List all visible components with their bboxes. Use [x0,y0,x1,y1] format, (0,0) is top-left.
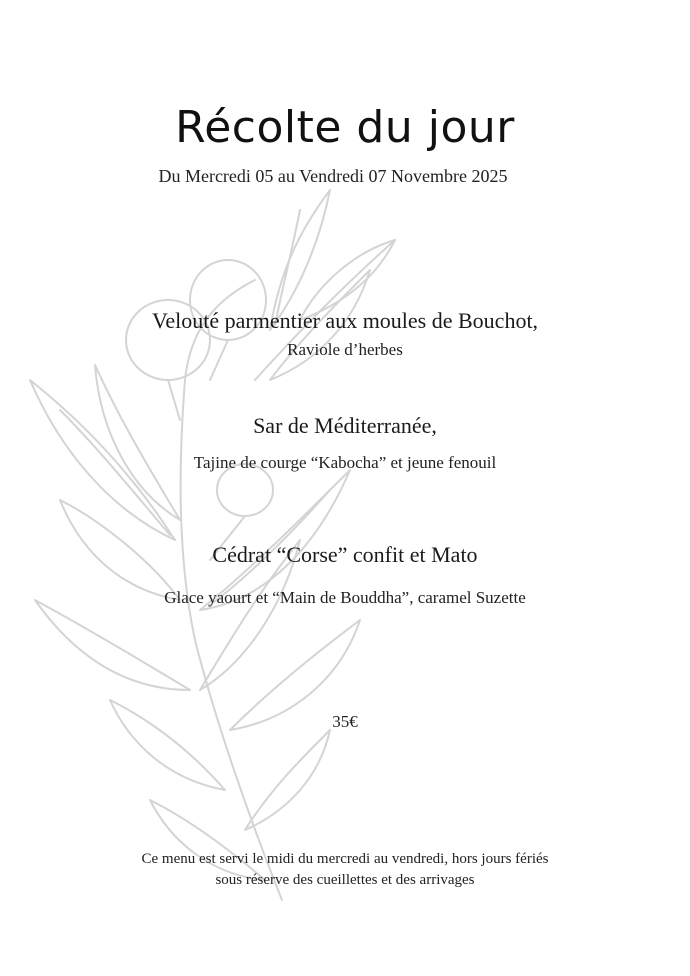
course-2-main: Sar de Méditerranée, [253,413,437,438]
course-2-sub: Tajine de courge “Kabocha” et jeune fenouil [193,453,497,472]
course-3-main: Cédrat “Corse” confit et Mato [212,542,478,567]
footer-line-2: sous réserve des cueillettes et des arrivages [215,872,475,888]
menu-dates: Du Mercredi 05 au Vendredi 07 Novembre 2025 [158,166,508,186]
menu-title: Récolte du jour [175,102,515,153]
course-3-sub: Glace yaourt et “Main de Bouddha”, caramel Suzette [164,588,526,607]
course-1-main: Velouté parmentier aux moules de Bouchot, [151,308,539,333]
footer-line-1: Ce menu est servi le midi du mercredi au vendredi, hors jours fériés [141,851,549,867]
course-1-sub: Raviole d’herbes [287,340,403,359]
menu-price: 35€ [332,712,358,731]
